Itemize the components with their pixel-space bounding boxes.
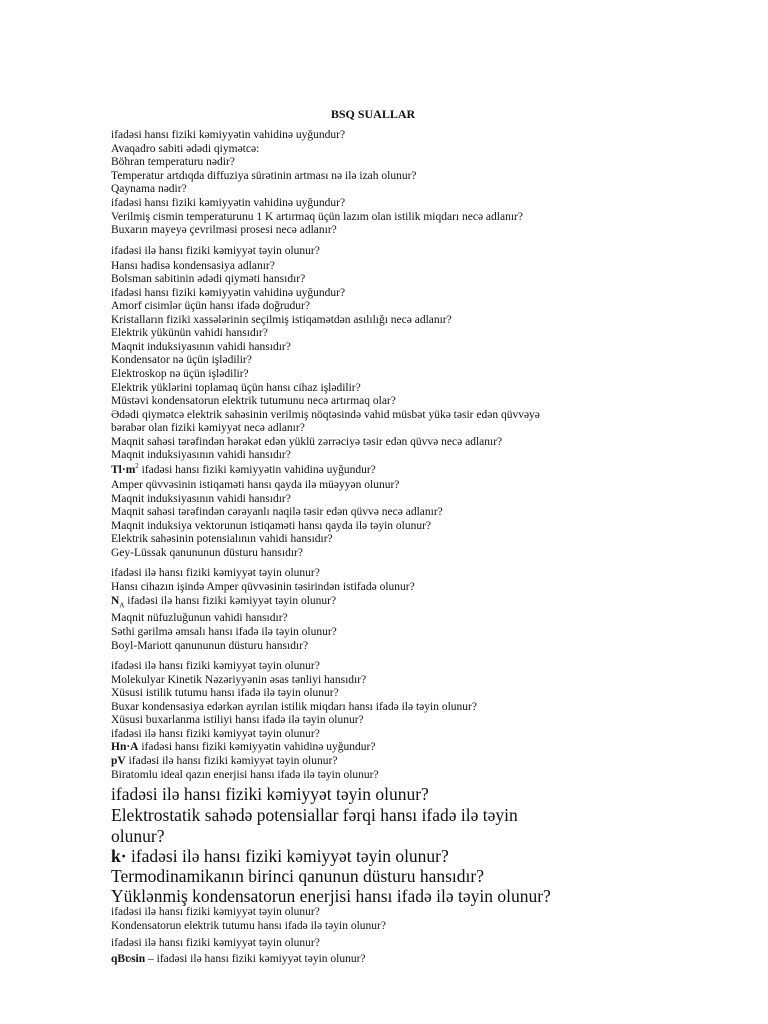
question-line: Avaqadro sabiti ədədi qiymətcə: — [111, 143, 260, 155]
question-line: Amper qüvvəsinin istiqaməti hansı qayda ilə müəyyən olunur? — [111, 479, 400, 491]
question-line: Maqnit induksiya vektorunun istiqaməti hansı qayda ilə təyin olunur? — [111, 520, 432, 532]
question-line: Maqnit sahəsi tərəfindən cərəyanlı naqilə təsir edən qüvvə necə adlanır? — [111, 506, 443, 518]
question-line: Buxarın mayeyə çevrilməsi prosesi necə adlanır? — [111, 224, 337, 236]
question-line: Elektrik yüklərini toplamaq üçün hansı cihaz işlədilir? — [111, 382, 361, 394]
question-line: ifadəsi hansı fiziki kəmiyyətin vahidinə uyğundur? — [111, 129, 346, 141]
question-line: Xüsusi istilik tutumu hansı ifadə ilə təyin olunur? — [111, 687, 339, 699]
question-line: Kristalların fiziki xassələrinin seçilmiş istiqamətdən asılılığı necə adlanır? — [111, 314, 452, 326]
formula-prefix: pV — [111, 755, 126, 767]
question-line: Kondensatorun elektrik tutumu hansı ifadə ilə təyin olunur? — [111, 920, 386, 932]
question-line: olunur? — [111, 826, 165, 846]
formula-prefix: Tl·m — [111, 464, 136, 476]
question-line: Böhran temperaturu nədir? — [111, 156, 235, 168]
question-line: Molekulyar Kinetik Nəzəriyyənin əsas tənliyi hansıdır? — [111, 674, 367, 686]
question-line: Maqnit nüfuzluğunun vahidi hansıdır? — [111, 612, 288, 624]
question-line: ifadəsi ilə hansı fiziki kəmiyyət təyin olunur? — [111, 728, 320, 740]
question-line: ifadəsi ilə hansı fiziki kəmiyyət təyin olunur? — [111, 245, 320, 257]
formula-prefix: Hn·A — [111, 741, 139, 753]
question-line: Biratomlu ideal qazın enerjisi hansı ifadə ilə təyin olunur? — [111, 769, 379, 781]
question-line: Xüsusi buxarlanma istiliyi hansı ifadə ilə təyin olunur? — [111, 714, 364, 726]
question-line: ifadəsi ilə hansı fiziki kəmiyyət təyin olunur? — [111, 906, 320, 918]
question-line: Maqnit sahəsi tərəfindən hərəkət edən yüklü zərrəciyə təsir edən qüvvə necə adlanır? — [111, 436, 503, 448]
formula-prefix: k· — [111, 846, 127, 866]
question-line: Elektrik sahəsinin potensialının vahidi hansıdır? — [111, 533, 333, 545]
question-line: ifadəsi ilə hansı fiziki kəmiyyət təyin olunur? — [111, 937, 320, 949]
question-line: Gey-Lüssak qanununun düsturu hansıdır? — [111, 547, 303, 559]
question-line: ifadəsi hansı fiziki kəmiyyətin vahidinə uyğundur? — [111, 197, 346, 209]
question-line: Elektroskop nə üçün işlədilir? — [111, 368, 249, 380]
question-line: bərabər olan fiziki kəmiyyət necə adlanır? — [111, 422, 305, 434]
question-line: Maqnit induksiyasının vahidi hansıdır? — [111, 341, 291, 353]
question-text: ifadəsi hansı fiziki kəmiyyətin vahidinə uyğundur? — [138, 741, 376, 753]
question-line: Boyl-Mariott qanununun düsturu hansıdır? — [111, 640, 309, 652]
question-line: Qaynama nədir? — [111, 183, 187, 195]
question-line — [111, 846, 449, 866]
question-line: Elektrik yükünün vahidi hansıdır? — [111, 327, 268, 339]
question-line — [111, 755, 337, 768]
question-text: – ifadəsi ilə hansı fiziki kəmiyyət təyin olunur? — [145, 953, 366, 965]
question-text: ifadəsi ilə hansı fiziki kəmiyyət təyin olunur? — [125, 755, 338, 767]
question-line: Səthi gərilmə əmsalı hansı ifadə ilə təyin olunur? — [111, 626, 337, 638]
formula-subscript: A — [119, 601, 125, 610]
question-line: ifadəsi hansı fiziki kəmiyyətin vahidinə uyğundur? — [111, 287, 346, 299]
question-line — [111, 464, 376, 477]
question-line: Kondensator nə üçün işlədilir? — [111, 354, 252, 366]
question-line: Amorf cisimlər üçün hansı ifadə doğrudur? — [111, 300, 310, 312]
question-line — [111, 595, 336, 608]
question-line: Maqnit induksiyasının vahidi hansıdır? — [111, 449, 291, 461]
question-line: Verilmiş cismin temperaturunu 1 K artırmaq üçün lazım olan istilik miqdarı necə adlanır? — [111, 211, 523, 223]
formula-prefix: N — [111, 595, 120, 607]
question-line: ifadəsi ilə hansı fiziki kəmiyyət təyin olunur? — [111, 784, 429, 804]
question-line: Maqnit induksiyasının vahidi hansıdır? — [111, 493, 291, 505]
question-text: ifadəsi ilə hansı fiziki kəmiyyət təyin olunur? — [126, 846, 449, 866]
question-line: ifadəsi ilə hansı fiziki kəmiyyət təyin olunur? — [111, 567, 320, 579]
question-line: Hansı hadisə kondensasiya adlanır? — [111, 260, 275, 272]
question-line: Ədədi qiymətcə elektrik sahəsinin verilmiş nöqtəsində vahid müsbət yükə təsir edən qüvvəyə — [111, 409, 540, 421]
question-line: Yüklənmiş kondensatorun enerjisi hansı ifadə ilə təyin olunur? — [111, 886, 551, 906]
document-title: BSQ SUALLAR — [330, 107, 416, 121]
question-text: ifadəsi hansı fiziki kəmiyyətin vahidinə uyğundur? — [138, 464, 376, 476]
formula-prefix: qBʋsin — [111, 953, 146, 965]
question-line: Bolsman sabitinin ədədi qiyməti hansıdır? — [111, 273, 306, 285]
question-line — [111, 741, 375, 754]
question-line: Hansı cihazın işində Amper qüvvəsinin təsirindən istifadə olunur? — [111, 581, 415, 593]
question-line: Temperatur artdıqda diffuziya sürətinin artması nə ilə izah olunur? — [111, 170, 417, 182]
formula-exponent: 2 — [135, 462, 139, 471]
question-line: Termodinamikanın birinci qanunun düsturu hansıdır? — [111, 866, 485, 886]
question-line: Müstəvi kondensatorun elektrik tutumunu necə artırmaq olar? — [111, 395, 396, 407]
question-line: ifadəsi ilə hansı fiziki kəmiyyət təyin olunur? — [111, 660, 320, 672]
question-line: Elektrostatik sahədə potensiallar fərqi hansı ifadə ilə təyin — [111, 805, 518, 825]
question-line: Buxar kondensasiya edərkən ayrılan istilik miqdarı hansı ifadə ilə təyin olunur? — [111, 701, 477, 713]
question-line — [111, 953, 366, 966]
question-text: ifadəsi ilə hansı fiziki kəmiyyət təyin olunur? — [124, 595, 337, 607]
